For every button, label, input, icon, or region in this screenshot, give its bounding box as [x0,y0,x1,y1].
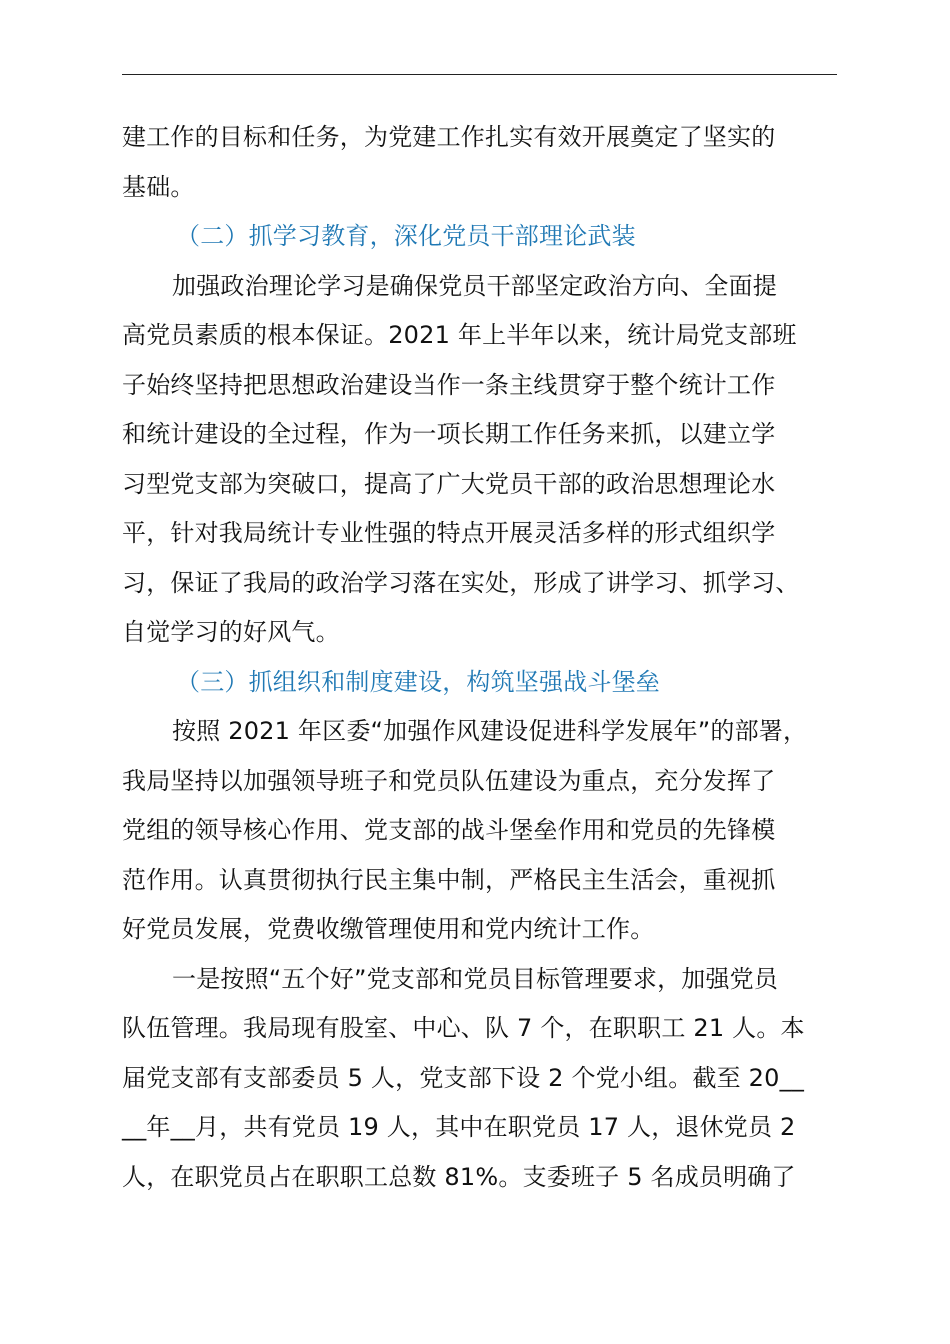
paragraph-line: 建工作的目标和任务，为党建工作扎实有效开展奠定了坚实的 [122,123,776,151]
paragraph-line: 习，保证了我局的政治学习落在实处，形成了讲学习、抓学习、 [122,568,800,597]
paragraph-line: 好党员发展，党费收缴管理使用和党内统计工作。 [122,915,655,943]
paragraph-line: 队伍管理。我局现有股室、中心、队 7 个，在职职工 21 人。本 [122,1014,805,1042]
header-rule [122,74,837,75]
paragraph-line: 我局坚持以加强领导班子和党员队伍建设为重点，充分发挥了 [122,766,776,795]
paragraph-line: 自觉学习的好风气。 [122,618,340,646]
paragraph-line: 人，在职党员占在职职工总数 81%。支委班子 5 名成员明确了 [122,1162,796,1191]
paragraph-line: 平，针对我局统计专业性强的特点开展灵活多样的形式组织学 [122,519,776,547]
paragraph-line: 高党员素质的根本保证。2021 年上半年以来，统计局党支部班 [122,321,797,349]
paragraph-line: 党组的领导核心作用、党支部的战斗堡垒作用和党员的先锋模 [122,816,776,844]
paragraph-line: 按照 2021 年区委“加强作风建设促进科学发展年”的部署， [172,717,808,745]
body-text [122,113,842,1202]
paragraph-line: 和统计建设的全过程，作为一项长期工作任务来抓，以建立学 [122,420,776,448]
paragraph-line: 加强政治理论学习是确保党员干部坚定政治方向、全面提 [172,271,777,300]
paragraph-line: 届党支部有支部委员 5 人，党支部下设 2 个党小组。截至 20__ [122,1063,805,1092]
paragraph-line: 一是按照“五个好”党支部和党员目标管理要求，加强党员 [172,964,779,993]
section-heading: （二）抓学习教育，深化党员干部理论武装 [176,222,636,250]
paragraph-line: 基础。 [122,172,195,201]
paragraph-line: 子始终坚持把思想政治建设当作一条主线贯穿于整个统计工作 [122,370,776,399]
paragraph-line: 习型党支部为突破口，提高了广大党员干部的政治思想理论水 [122,469,776,498]
paragraph-line: 范作用。认真贯彻执行民主集中制，严格民主生活会，重视抓 [122,865,776,894]
section-heading: （三）抓组织和制度建设，构筑坚强战斗堡垒 [176,667,660,696]
paragraph-line: __年__月，共有党员 19 人，其中在职党员 17 人，退休党员 2 [122,1113,796,1141]
